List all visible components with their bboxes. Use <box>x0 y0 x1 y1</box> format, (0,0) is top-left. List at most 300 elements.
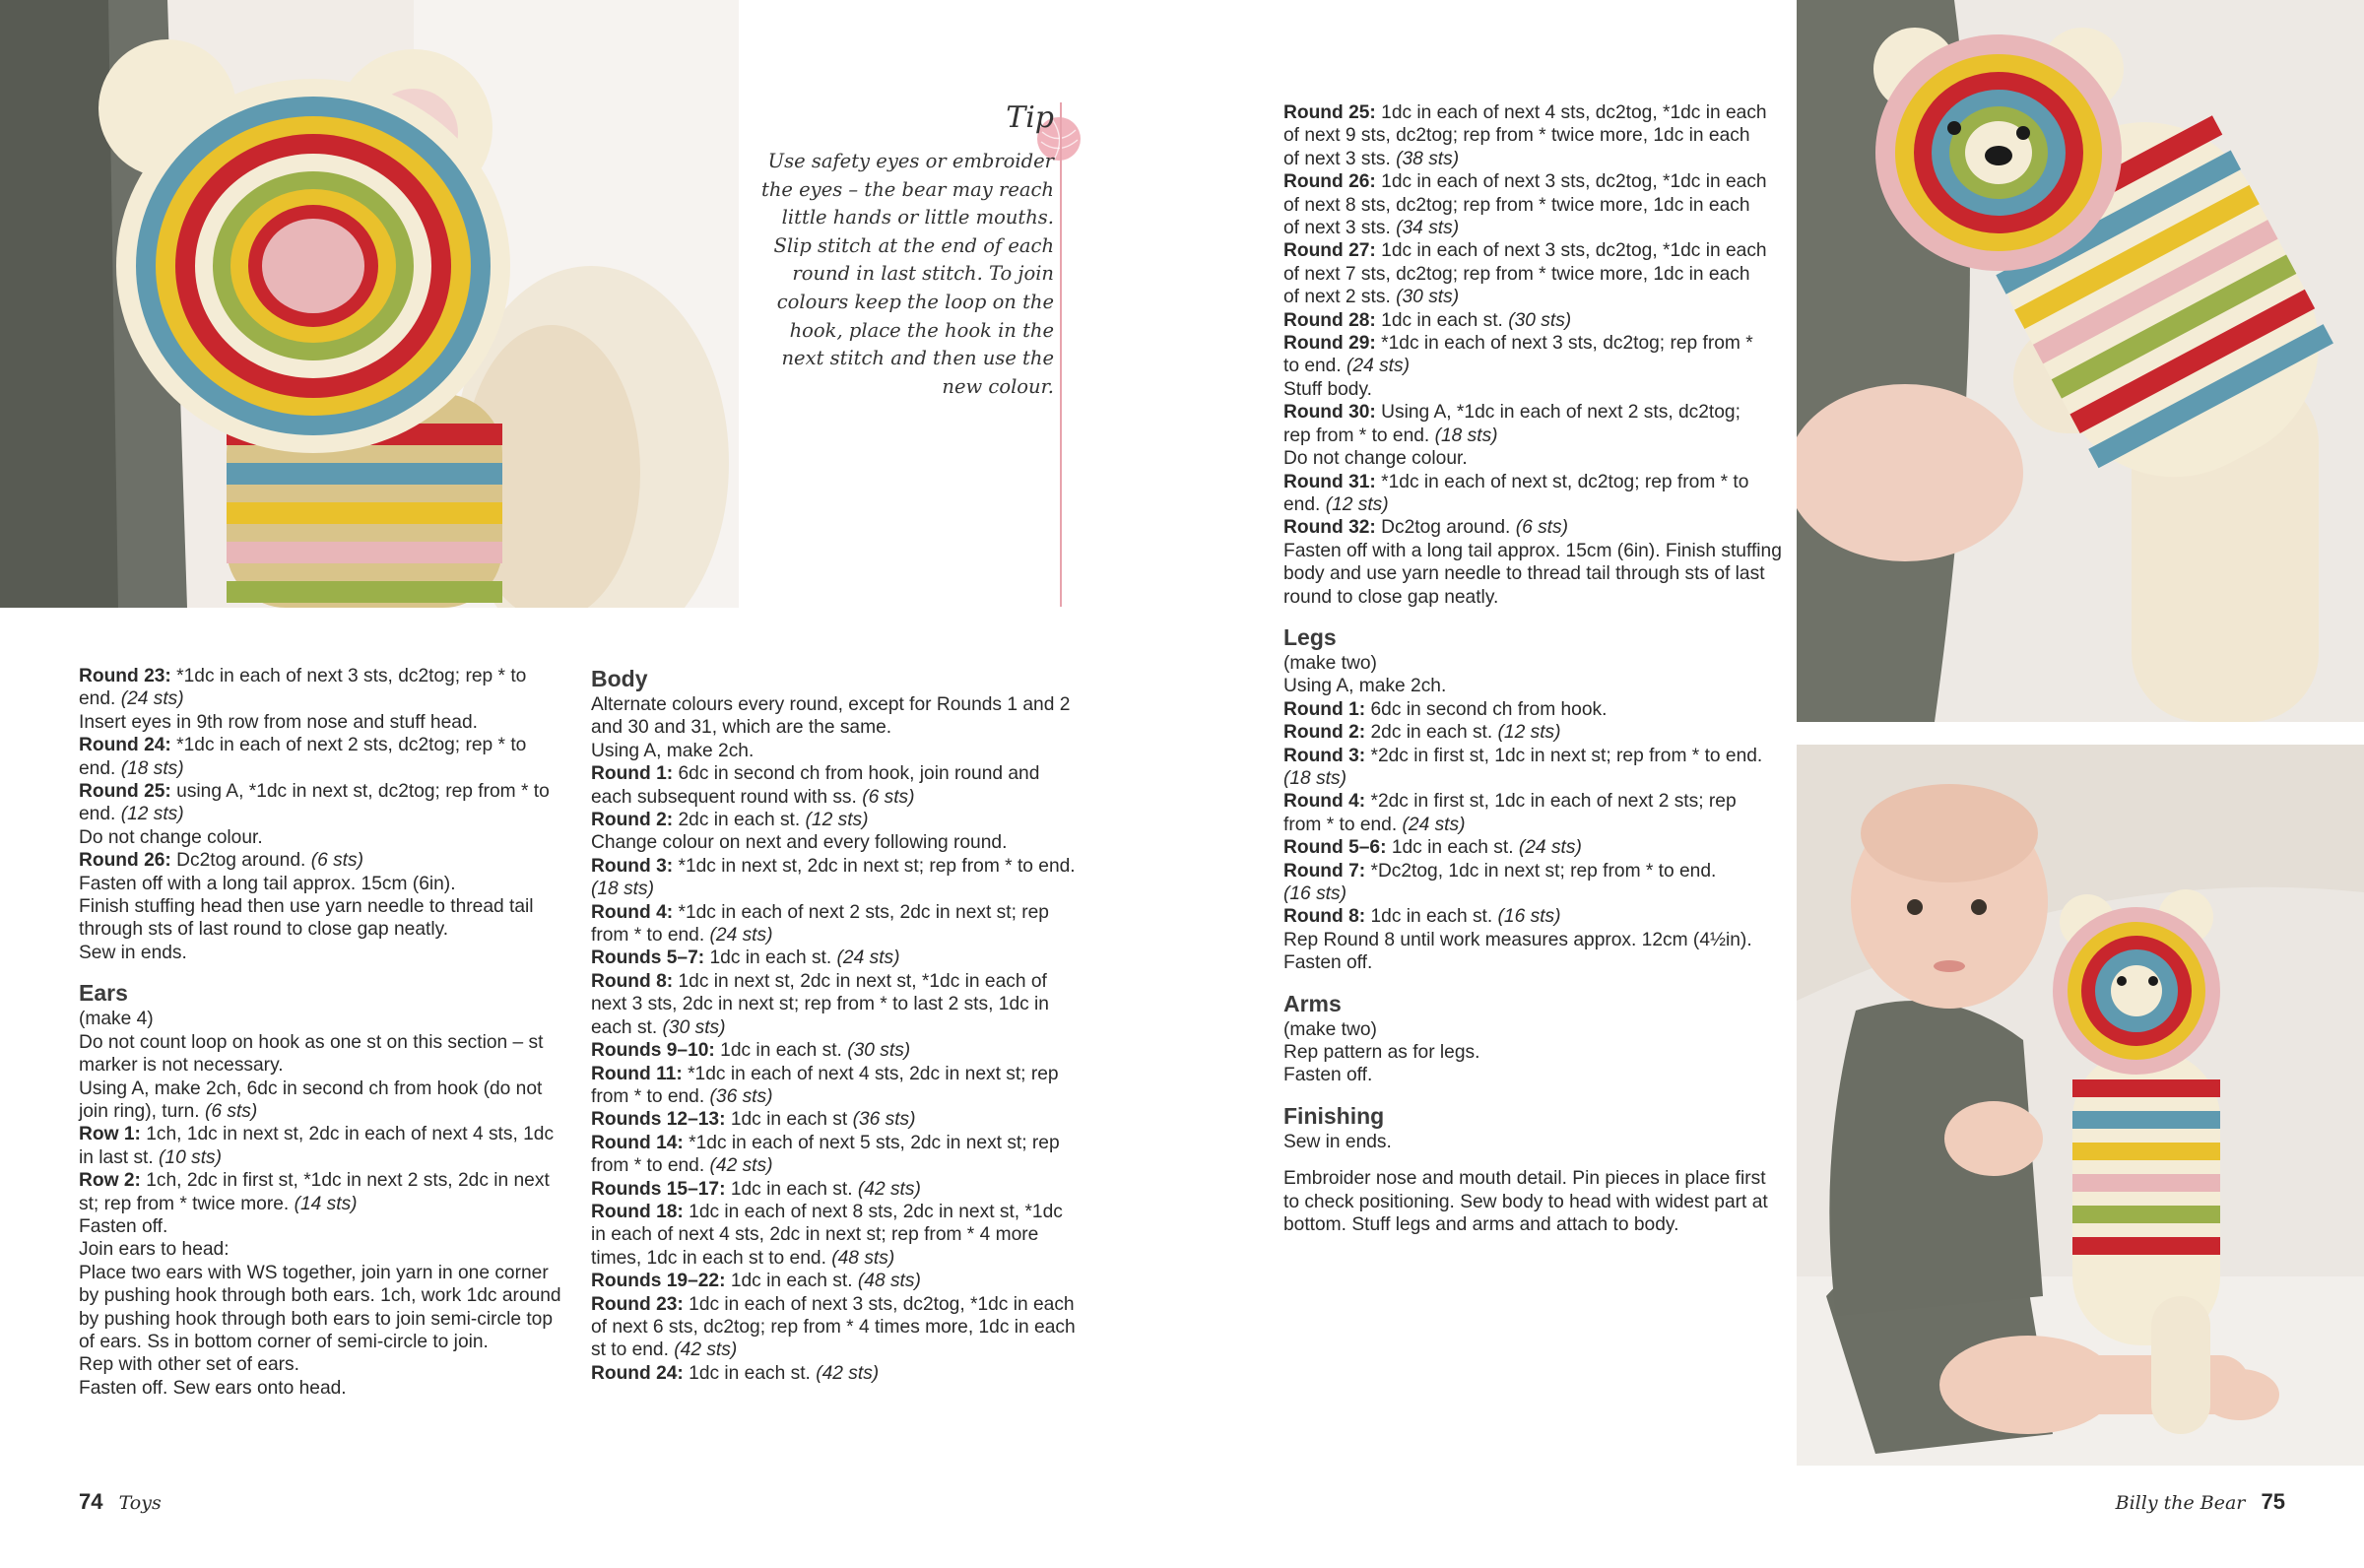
stitch-count: (6 sts) <box>310 850 363 872</box>
instruction-text: 1dc in each of next 3 sts, dc2tog, *1dc in each <box>1375 240 1767 262</box>
pattern-line <box>591 809 1103 831</box>
stitch-count: (48 sts) <box>831 1247 895 1269</box>
instruction-text: from * to end. <box>591 925 710 947</box>
pattern-line <box>591 1039 1103 1062</box>
stitch-count: (48 sts) <box>857 1271 921 1292</box>
pattern-line <box>591 1270 1103 1292</box>
pattern-line <box>591 831 1103 854</box>
instruction-text: Rep pattern as for legs. <box>1283 1042 1480 1064</box>
instruction-text: each subsequent round with ss. <box>591 786 863 808</box>
pattern-line <box>1283 124 1786 147</box>
pattern-line <box>79 1054 581 1077</box>
stitch-count: (30 sts) <box>1396 287 1460 308</box>
pattern-line <box>1283 951 1786 974</box>
stitch-count: (16 sts) <box>1283 883 1346 904</box>
instruction-text: and 30 and 31, which are the same. <box>591 717 892 739</box>
pattern-line <box>591 924 1103 947</box>
pattern-line <box>79 1353 581 1376</box>
row-label: Round 8: <box>1283 906 1366 928</box>
instruction-text: *1dc in each of next 5 sts, 2dc in next st; rep <box>683 1132 1060 1153</box>
instruction-text: Fasten off. <box>1283 1065 1373 1086</box>
pattern-line <box>79 895 581 918</box>
pattern-line <box>1283 471 1786 493</box>
stitch-count: (24 sts) <box>120 688 184 710</box>
instruction-text: (make two) <box>1283 652 1377 674</box>
pattern-line <box>591 786 1103 809</box>
tip-divider-line <box>1060 102 1062 607</box>
pattern-line <box>1283 332 1786 355</box>
pattern-line <box>79 1146 581 1169</box>
pattern-line <box>1283 355 1786 377</box>
row-label: Round 18: <box>591 1201 684 1222</box>
stitch-count: (14 sts) <box>294 1193 358 1214</box>
instruction-text: Fasten off. Sew ears onto head. <box>79 1377 347 1399</box>
pattern-line <box>79 1377 581 1400</box>
row-label: Round 14: <box>591 1132 684 1153</box>
row-label: Rounds 15–17: <box>591 1178 726 1200</box>
stitch-count: (12 sts) <box>120 804 184 825</box>
pattern-line <box>591 740 1103 762</box>
instruction-text: through sts of last round to close gap neatly. <box>79 919 449 941</box>
instruction-text: 1dc in each st. <box>725 1178 858 1200</box>
row-label: Round 7: <box>1283 860 1366 882</box>
instruction-text: of next 7 sts, dc2tog; rep from * twice more, 1dc in each <box>1283 263 1750 285</box>
instruction-text: 1dc in each of next 4 sts, dc2tog, *1dc in each <box>1375 102 1767 123</box>
instruction-text: Insert eyes in 9th row from nose and stuff head. <box>79 711 478 733</box>
instruction-text: of next 9 sts, dc2tog; rep from * twice more, 1dc in each <box>1283 125 1750 147</box>
instruction-text: by pushing hook through both ears to join semi-circle top <box>79 1308 554 1330</box>
pattern-line <box>1283 493 1786 516</box>
pattern-line <box>591 947 1103 969</box>
pattern-line <box>591 1362 1103 1385</box>
instruction-text: join ring), turn. <box>79 1100 205 1122</box>
pattern-line <box>591 878 1103 900</box>
stitch-count: (12 sts) <box>1497 722 1561 744</box>
pattern-line <box>79 1262 581 1284</box>
pattern-line <box>1283 745 1786 767</box>
instruction-text: 1dc in each st. <box>683 1362 817 1384</box>
pattern-line <box>591 716 1103 739</box>
stitch-count: (24 sts) <box>1402 814 1466 835</box>
pattern-line <box>79 711 581 734</box>
instruction-text: 1dc in each of next 8 sts, 2dc in next st, *1dc <box>683 1201 1063 1222</box>
stitch-count: (18 sts) <box>1434 425 1498 446</box>
pattern-line <box>591 1316 1103 1339</box>
pattern-line <box>79 1031 581 1054</box>
row-label: Round 4: <box>591 901 674 923</box>
right-section-name: Billy the Bear <box>2115 1492 2246 1514</box>
tip-line: hook, place the hook in the <box>789 318 1054 342</box>
pattern-line <box>79 665 581 687</box>
row-label: Round 24: <box>591 1362 684 1384</box>
instruction-text: next 3 sts, 2dc in next st; rep from * to last 2 sts, 1dc in <box>591 994 1049 1015</box>
pattern-line <box>79 849 581 872</box>
tip-line: round in last stitch. To join <box>792 262 1054 286</box>
pattern-line <box>1283 378 1786 401</box>
instruction-text: Embroider nose and mouth detail. Pin pieces in place first <box>1283 1168 1766 1190</box>
instruction-text: Fasten off with a long tail approx. 15cm (6in). Finish stuffing <box>1283 540 1782 561</box>
stitch-count: (24 sts) <box>709 925 773 947</box>
pattern-line <box>79 757 581 780</box>
instruction-text: Change colour on next and every following round. <box>591 832 1008 854</box>
tip-line: the eyes – the bear may reach <box>761 177 1054 201</box>
tip-box <box>758 98 1054 401</box>
stitch-count: (24 sts) <box>836 947 900 969</box>
pattern-line <box>1283 905 1786 928</box>
instruction-text: Using A, make 2ch. <box>1283 676 1447 697</box>
pattern-line <box>1283 836 1786 859</box>
instruction-text: (make 4) <box>79 1009 154 1030</box>
pattern-line <box>79 1215 581 1238</box>
row-label: Round 1: <box>1283 698 1366 720</box>
instruction-text: *1dc in each of next 3 sts, dc2tog; rep from * <box>1375 333 1753 355</box>
instruction-text: Using A, make 2ch, 6dc in second ch from hook (do not <box>79 1078 543 1099</box>
pattern-line <box>1283 929 1786 951</box>
instruction-text: by pushing hook through both ears. 1ch, work 1dc around <box>79 1285 561 1307</box>
instruction-text: 1dc in next st, 2dc in next st, *1dc in each of <box>673 970 1047 992</box>
stitch-count: (42 sts) <box>674 1339 738 1361</box>
pattern-line <box>591 993 1103 1015</box>
stitch-count: (24 sts) <box>1346 356 1410 377</box>
instruction-text: Finish stuffing head then use yarn needle to thread tail <box>79 896 534 918</box>
pattern-line <box>1283 1064 1786 1086</box>
tip-line: new colour. <box>942 374 1054 398</box>
row-label: Round 28: <box>1283 309 1376 331</box>
instruction-text: 1dc in each st. <box>1386 837 1519 859</box>
stitch-count: (34 sts) <box>1396 218 1460 239</box>
pattern-line <box>1283 101 1786 124</box>
spacer <box>1283 975 1786 989</box>
right-page-number: 75 <box>2261 1489 2285 1514</box>
stitch-count: (12 sts) <box>1325 493 1389 515</box>
pattern-line <box>1283 263 1786 286</box>
stitch-count: (6 sts) <box>1515 517 1568 539</box>
pattern-line <box>79 1123 581 1145</box>
instruction-text: 6dc in second ch from hook, join round and <box>673 763 1040 785</box>
spacer <box>1283 609 1786 622</box>
pattern-line <box>79 1169 581 1192</box>
pattern-line <box>1283 882 1786 905</box>
instruction-text: (make two) <box>1283 1018 1377 1040</box>
pattern-line <box>1283 1041 1786 1064</box>
pattern-line <box>1283 1213 1786 1236</box>
tip-title: Tip <box>1006 100 1054 135</box>
instruction-text: each st. <box>591 1016 663 1038</box>
instruction-text: 1dc in each st. <box>1375 309 1509 331</box>
bear-held-photo <box>1797 0 2364 722</box>
pattern-line <box>79 1008 581 1030</box>
instruction-text: *1dc in each of next 4 sts, 2dc in next st; rep <box>682 1063 1059 1084</box>
pattern-line <box>591 1132 1103 1154</box>
pattern-line <box>1283 652 1786 675</box>
instruction-text: Fasten off. <box>1283 952 1373 974</box>
instruction-text: 1dc in each st <box>725 1109 853 1131</box>
pattern-line <box>1283 767 1786 790</box>
row-label: Round 5–6: <box>1283 837 1387 859</box>
row-label: Round 11: <box>591 1063 683 1084</box>
instruction-text: in last st. <box>79 1146 160 1168</box>
pattern-line <box>591 693 1103 716</box>
pattern-line <box>1283 1018 1786 1041</box>
instruction-text: 1dc in each st. <box>1365 906 1498 928</box>
instruction-text: Rep with other set of ears. <box>79 1354 299 1376</box>
pattern-line <box>591 1293 1103 1316</box>
instruction-text: st to end. <box>591 1339 675 1361</box>
stitch-count: (24 sts) <box>1518 837 1582 859</box>
tip-line: colours keep the loop on the <box>776 290 1054 313</box>
instruction-text: end. <box>79 757 121 779</box>
stitch-count: (18 sts) <box>591 879 654 900</box>
pattern-line <box>1283 309 1786 332</box>
instruction-text: 2dc in each st. <box>673 810 806 831</box>
pattern-line <box>591 762 1103 785</box>
tip-body <box>758 148 1054 401</box>
instruction-text: *2dc in first st, 1dc in each of next 2 sts; rep <box>1365 791 1737 813</box>
instruction-text: of next 6 sts, dc2tog; rep from * 4 times more, 1dc in each <box>591 1316 1076 1338</box>
row-label: Round 4: <box>1283 791 1366 813</box>
instruction-text: bottom. Stuff legs and arms and attach to body. <box>1283 1214 1679 1236</box>
pattern-line <box>1283 447 1786 470</box>
tip-line: Use safety eyes or embroider <box>767 150 1054 172</box>
pattern-line <box>1283 540 1786 562</box>
instruction-text: of next 3 sts. <box>1283 148 1397 169</box>
instruction-text: marker is not necessary. <box>79 1055 284 1077</box>
stitch-count: (36 sts) <box>852 1109 916 1131</box>
pattern-line <box>79 1284 581 1307</box>
instruction-text: Dc2tog around. <box>1375 517 1516 539</box>
row-label: Round 25: <box>1283 102 1376 123</box>
instruction-text: to check positioning. Sew body to head with widest part at <box>1283 1191 1768 1212</box>
instruction-text: Alternate colours every round, except for Rounds 1 and 2 <box>591 694 1071 715</box>
baby-with-bear-photo <box>1797 745 2364 1466</box>
instruction-text: using A, *1dc in next st, dc2tog; rep from * to <box>170 781 550 803</box>
row-label: Rounds 5–7: <box>591 947 705 969</box>
instruction-text: from * to end. <box>591 1085 710 1107</box>
pattern-line <box>1283 1131 1786 1153</box>
pattern-line <box>1283 286 1786 308</box>
pattern-line <box>1283 860 1786 882</box>
pattern-line <box>591 1085 1103 1108</box>
stitch-count: (42 sts) <box>816 1362 880 1384</box>
stitch-count: (6 sts) <box>204 1100 258 1122</box>
instruction-text: rep from * to end. <box>1283 425 1435 446</box>
row-label: Round 2: <box>591 810 674 831</box>
tip-line: Slip stitch at the end of each <box>773 233 1054 257</box>
pattern-line <box>591 855 1103 878</box>
instruction-text: Dc2tog around. <box>170 850 311 872</box>
instruction-text: 1dc in each of next 3 sts, dc2tog, *1dc in each <box>1375 171 1767 193</box>
stitch-count: (16 sts) <box>1497 906 1561 928</box>
pattern-line <box>591 1339 1103 1361</box>
instruction-text: Do not change colour. <box>1283 448 1468 470</box>
pattern-line <box>1283 721 1786 744</box>
section-heading: Legs <box>1283 623 1337 650</box>
stitch-count: (42 sts) <box>709 1155 773 1177</box>
instruction-text: 1ch, 1dc in next st, 2dc in each of next 4 sts, 1dc <box>140 1124 555 1145</box>
pattern-line <box>591 1108 1103 1131</box>
stitch-count: (30 sts) <box>662 1016 726 1038</box>
pattern-line <box>1283 401 1786 424</box>
row-label: Round 26: <box>1283 171 1376 193</box>
stitch-count: (38 sts) <box>1396 148 1460 169</box>
right-text-column <box>1283 101 1786 1236</box>
pattern-line <box>79 734 581 756</box>
middle-text-column <box>591 664 1103 1385</box>
pattern-line <box>591 1247 1103 1270</box>
row-label: Round 24: <box>79 735 171 756</box>
stitch-count: (6 sts) <box>862 786 915 808</box>
instruction-text: round to close gap neatly. <box>1283 586 1499 608</box>
pattern-line <box>1283 586 1786 609</box>
row-label: Round 8: <box>591 970 674 992</box>
pattern-line <box>1283 239 1786 262</box>
instruction-text: of next 2 sts. <box>1283 287 1397 308</box>
pattern-line <box>1283 562 1786 585</box>
pattern-line <box>1283 814 1786 836</box>
pattern-line <box>79 918 581 941</box>
instruction-text: Rep Round 8 until work measures approx. 12cm (4½in). <box>1283 929 1752 950</box>
instruction-text: of next 3 sts. <box>1283 218 1397 239</box>
stitch-count: (30 sts) <box>847 1040 911 1062</box>
row-label: Row 1: <box>79 1124 141 1145</box>
pattern-line <box>79 1078 581 1100</box>
row-label: Round 27: <box>1283 240 1376 262</box>
stitch-count: (30 sts) <box>1508 309 1572 331</box>
pattern-line <box>1283 425 1786 447</box>
instruction-text: times, 1dc in each st to end. <box>591 1247 832 1269</box>
instruction-text: *Dc2tog, 1dc in next st; rep from * to end. <box>1365 860 1717 882</box>
stitch-count: (12 sts) <box>805 810 869 831</box>
pattern-line <box>1283 698 1786 721</box>
left-text-column <box>79 665 581 1400</box>
left-folio <box>79 1488 162 1517</box>
pattern-line <box>1283 675 1786 697</box>
stitch-count: (10 sts) <box>159 1146 223 1168</box>
instruction-text: *2dc in first st, 1dc in next st; rep from * to end. <box>1365 745 1763 766</box>
instruction-text: 1dc in each st. <box>714 1040 848 1062</box>
row-label: Round 2: <box>1283 722 1366 744</box>
pattern-line <box>1283 170 1786 193</box>
row-label: Rounds 19–22: <box>591 1271 726 1292</box>
instruction-text: Do not count loop on hook as one st on this section – st <box>79 1031 544 1053</box>
row-label: Round 32: <box>1283 517 1376 539</box>
pattern-line <box>79 1100 581 1123</box>
instruction-text: 2dc in each st. <box>1365 722 1498 744</box>
instruction-text: Join ears to head: <box>79 1239 230 1261</box>
stitch-count: (42 sts) <box>857 1178 921 1200</box>
row-label: Round 23: <box>79 666 171 686</box>
pattern-line <box>591 970 1103 993</box>
instruction-text: end. <box>79 688 121 710</box>
instruction-text: 6dc in second ch from hook. <box>1365 698 1608 720</box>
pattern-line <box>79 780 581 803</box>
instruction-text: *1dc in next st, 2dc in next st; rep from * to end. <box>673 855 1076 877</box>
stitch-count: (18 sts) <box>1283 767 1346 789</box>
row-label: Round 30: <box>1283 402 1376 424</box>
tip-line: little hands or little mouths. <box>781 206 1054 229</box>
section-heading: Arms <box>1283 990 1342 1016</box>
instruction-text: Fasten off. <box>79 1215 168 1237</box>
tip-line: next stitch and then use the <box>781 347 1054 370</box>
pattern-line <box>79 873 581 895</box>
instruction-text: Stuff body. <box>1283 378 1372 400</box>
instruction-text: st; rep from * twice more. <box>79 1193 295 1214</box>
spacer <box>79 964 581 978</box>
instruction-text: to end. <box>1283 356 1347 377</box>
bear-closeup-photo <box>0 0 739 608</box>
instruction-text: end. <box>79 804 121 825</box>
instruction-text: 1ch, 2dc in first st, *1dc in next 2 sts, 2dc in next <box>140 1170 550 1192</box>
instruction-text: *1dc in each of next st, dc2tog; rep from * to <box>1375 471 1749 492</box>
right-folio <box>2116 1488 2285 1517</box>
instruction-text: Using A, make 2ch. <box>591 740 755 761</box>
instruction-text: from * to end. <box>591 1155 710 1177</box>
row-label: Round 3: <box>591 855 674 877</box>
row-label: Row 2: <box>79 1170 141 1192</box>
instruction-text: of ears. Ss in bottom corner of semi-circle to join. <box>79 1331 489 1352</box>
left-page-number: 74 <box>79 1489 103 1514</box>
stitch-count: (18 sts) <box>120 757 184 779</box>
row-label: Rounds 9–10: <box>591 1040 715 1062</box>
instruction-text: *1dc in each of next 2 sts, dc2tog; rep * to <box>170 735 527 756</box>
spacer <box>1283 1153 1786 1167</box>
pattern-line <box>79 826 581 849</box>
pattern-line <box>79 942 581 964</box>
instruction-text: 1dc in each st. <box>704 947 837 969</box>
row-label: Round 26: <box>79 850 171 872</box>
instruction-text: *1dc in each of next 3 sts, dc2tog; rep * to <box>170 666 527 686</box>
instruction-text: Do not change colour. <box>79 826 263 848</box>
pattern-line <box>1283 1191 1786 1213</box>
row-label: Round 25: <box>79 781 171 803</box>
pattern-line <box>591 1016 1103 1039</box>
instruction-text: Sew in ends. <box>1283 1131 1392 1152</box>
pattern-line <box>79 1308 581 1331</box>
row-label: Round 1: <box>591 763 674 785</box>
instruction-text: Fasten off with a long tail approx. 15cm (6in). <box>79 873 456 894</box>
row-label: Round 29: <box>1283 333 1376 355</box>
pattern-line <box>591 1178 1103 1201</box>
row-label: Rounds 12–13: <box>591 1109 726 1131</box>
instruction-text: of next 8 sts, dc2tog; rep from * twice more, 1dc in each <box>1283 194 1750 216</box>
instruction-text: in each of next 4 sts, 2dc in next st; rep from * 4 more <box>591 1224 1039 1246</box>
stitch-count: (36 sts) <box>709 1085 773 1107</box>
pattern-line <box>591 1063 1103 1085</box>
instruction-text: from * to end. <box>1283 814 1403 835</box>
instruction-text: body and use yarn needle to thread tail through sts of last <box>1283 563 1765 585</box>
spacer <box>1283 1087 1786 1101</box>
pattern-line <box>79 803 581 825</box>
section-heading: Finishing <box>1283 1102 1385 1129</box>
pattern-line <box>1283 790 1786 813</box>
pattern-line <box>79 687 581 710</box>
pattern-line <box>1283 1167 1786 1190</box>
pattern-line <box>1283 217 1786 239</box>
section-heading: Ears <box>79 980 128 1007</box>
pattern-line <box>79 1238 581 1261</box>
instruction-text: Sew in ends. <box>79 942 187 963</box>
instruction-text: Using A, *1dc in each of next 2 sts, dc2tog; <box>1375 402 1740 424</box>
pattern-line <box>79 1193 581 1215</box>
pattern-line <box>591 1154 1103 1177</box>
row-label: Round 23: <box>591 1293 684 1315</box>
row-label: Round 31: <box>1283 471 1376 492</box>
pattern-line <box>1283 516 1786 539</box>
pattern-line <box>79 1331 581 1353</box>
instruction-text: end. <box>1283 493 1326 515</box>
row-label: Round 3: <box>1283 745 1366 766</box>
instruction-text: Place two ears with WS together, join yarn in one corner <box>79 1262 549 1283</box>
